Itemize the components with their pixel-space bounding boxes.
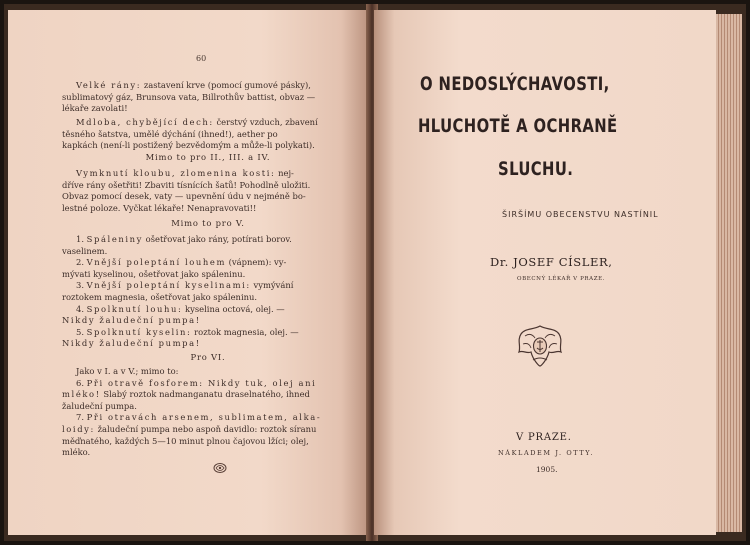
title-line-2: HLUCHOTĚ A OCHRANĚ (418, 115, 618, 137)
text-line: 1. Spáleniny ošetřovat jako rány, potírati borov. (76, 234, 292, 244)
spaced-emphasis: Spolknutí louhu: (86, 303, 183, 314)
page-edges (716, 14, 742, 532)
spaced-emphasis: loidy: (62, 423, 95, 434)
spaced-emphasis: Spolknutí kyselin: (86, 326, 192, 337)
text-line: mléko. (62, 447, 91, 458)
text-line: lékaře zavolati! (62, 103, 128, 114)
title-line-3: SLUCHU. (498, 158, 574, 180)
text-paragraph (62, 117, 354, 152)
spaced-emphasis: Vymknutí kloubu, zlomenina kosti: (76, 168, 276, 178)
section-heading: Mimo to pro II., III. a IV. (145, 152, 271, 162)
text-line: kapkách (není-li postižený bezvědomým a může-li polykati). (62, 140, 315, 151)
subtitle: ŠIRŠÍMU OBECENSTVU NASTÍNIL (502, 210, 659, 219)
text-line (62, 338, 354, 350)
text-line: dříve rány ošetřiti! Zbaviti tísnících šatů! Pohodlně uložiti. (62, 179, 311, 190)
spaced-emphasis: Nikdy žaludeční pumpa! (62, 315, 201, 326)
text-line: loidy: žaludeční pumpa nebo aspoň davidlo: roztok síranu (62, 423, 317, 434)
publisher: NÁKLADEM J. OTTY. (498, 449, 594, 457)
text-line: Jako v I. a v V.; mimo to: (76, 366, 179, 376)
text-line: Mdloba, chybějící dech: čerstvý vzduch, zbavení (76, 117, 318, 127)
open-book (4, 4, 746, 541)
spaced-emphasis: Při otravě fosforem: Nikdy tuk, olej ani (86, 377, 317, 388)
spaced-emphasis: Nikdy žaludeční pumpa! (62, 338, 201, 349)
text-line: Vymknutí kloubu, zlomenina kosti: nej- (76, 168, 294, 178)
spaced-emphasis: mléko! (62, 389, 101, 400)
author-role: OBECNÝ LÉKAŘ V PRAZE. (517, 276, 606, 282)
text-line: 5. Spolknutí kyselin: roztok magnesia, olej. — (76, 326, 299, 337)
text-line: 3. Vnější poleptání kyselinami: vymývání (76, 280, 294, 291)
text-paragraph (62, 80, 354, 115)
text-line: vaselinem. (62, 245, 108, 256)
text-line: lestné poloze. Vyčkat lékaře! Nenapravovati!! (62, 202, 257, 213)
spaced-emphasis: Velké rány: (76, 80, 142, 90)
text-paragraph (62, 168, 354, 214)
text-line: 2. Vnější poleptání louhem (vápnem): vy- (76, 257, 287, 268)
text-paragraph (62, 366, 354, 459)
text-line: Obvaz pomocí desek, vaty — upevnění údu v nejméně bo- (62, 191, 306, 202)
text-line: sublimatový gáz, Brunsova vata, Billrothův battist, obvaz — (62, 91, 316, 102)
left-page (8, 10, 370, 535)
small-ornament-icon (212, 462, 228, 474)
title-line-1: O NEDOSLÝCHAVOSTI, (420, 73, 610, 95)
spaced-emphasis: Vnější poleptání louhem (86, 257, 226, 268)
text-line: mléko! Slabý roztok nadmanganatu draselnatého, ihned (62, 389, 310, 400)
section-heading: Mimo to pro V. (171, 218, 245, 228)
text-line: 6. Při otravě fosforem: Nikdy tuk, olej ani (76, 377, 317, 388)
page-number: 60 (196, 54, 207, 63)
spaced-emphasis: Vnější poleptání kyselinami: (86, 280, 251, 291)
text-line: roztokem magnesia, ošetřovat jako spáleninu. (62, 291, 258, 302)
text-line: žaludeční pumpa. (62, 400, 137, 411)
publication-year: 1905. (536, 465, 558, 474)
text-line: 7. Při otravách arsenem, sublimatem, alka- (76, 412, 322, 423)
publisher-emblem-icon (513, 322, 567, 370)
text-line: 4. Spolknutí louhu: kyselina octová, olej. — (76, 303, 285, 314)
text-line: Velké rány: zastavení krve (pomocí gumové pásky), (76, 80, 311, 90)
text-paragraph (62, 234, 354, 350)
spaced-emphasis: Spáleniny (86, 234, 143, 244)
section-heading: Pro VI. (190, 352, 226, 362)
publication-place: V PRAZE. (516, 432, 572, 443)
spaced-emphasis: Mdloba, chybějící dech: (76, 117, 214, 127)
text-line: měďnatého, každých 5—10 minut plnou čajovou lžíci; olej, (62, 435, 309, 446)
text-line: těsného šatstva, umělé dýchání (ihned!), aether po (62, 128, 278, 139)
spaced-emphasis: Při otravách arsenem, sublimatem, alka- (86, 412, 322, 423)
author-name: Dr. JOSEF CÍSLER, (490, 255, 613, 269)
text-line: mývati kyselinou, ošetřovat jako spáleninu. (62, 268, 246, 279)
text-line (62, 315, 354, 327)
